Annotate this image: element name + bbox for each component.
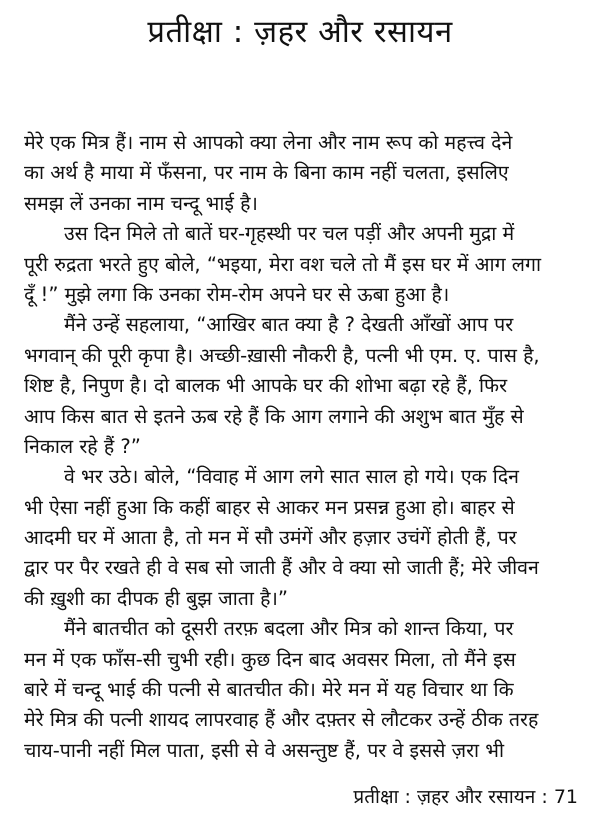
- text-line: दूँ !” मुझे लगा कि उनका रोम-रोम अपने घर से ऊबा हुआ है।: [24, 282, 450, 306]
- text-line: द्वार पर पैर रखते ही वे सब सो जाती हैं और वे क्या सो जाती हैं; मेरे जीवन: [24, 556, 539, 580]
- text-line: उस दिन मिले तो बातें घर-गृहस्थी पर चल पड़ीं और अपनी मुद्रा में: [64, 222, 515, 246]
- text-line: निकाल रहे हैं ?”: [24, 434, 141, 458]
- text-line: भगवान् की पूरी कृपा है। अच्छी-ख़ासी नौकरी है, पत्नी भी एम. ए. पास है,: [24, 343, 540, 367]
- text-line: का अर्थ है माया में फँसना, पर नाम के बिना काम नहीं चलता, इसलिए: [24, 161, 509, 185]
- text-line: मैंने बातचीत को दूसरी तरफ़ बदला और मित्र को शान्त किया, पर: [64, 617, 514, 641]
- text-line: मेरे एक मित्र हैं। नाम से आपको क्या लेना और नाम रूप को महत्त्व देने: [24, 131, 513, 154]
- chapter-title: प्रतीक्षा : ज़हर और रसायन: [147, 14, 453, 50]
- text-line: वे भर उठे। बोले, “विवाह में आग लगे सात साल हो गये। एक दिन: [64, 465, 519, 489]
- text-line: आप किस बात से इतने ऊब रहे हैं कि आग लगाने की अशुभ बात मुँह से: [24, 404, 524, 428]
- text-line: मैंने उन्हें सहलाया, “आखिर बात क्या है ? देखती आँखों आप पर: [64, 313, 514, 337]
- text-line: भी ऐसा नहीं हुआ कि कहीं बाहर से आकर मन प्रसन्न हुआ हो। बाहर से: [24, 495, 515, 519]
- text-line: शिष्ट है, निपुण है। दो बालक भी आपके घर की शोभा बढ़ा रहे हैं, फिर: [24, 374, 508, 398]
- text-line: बारे में चन्दू भाई की पत्नी से बातचीत की। मेरे मन में यह विचार था कि: [24, 678, 514, 702]
- text-line: आदमी घर में आता है, तो मन में सौ उमंगें और हज़ार उचंगें होती हैं, पर: [24, 526, 517, 550]
- text-line: मेरे मित्र की पत्नी शायद लापरवाह हैं और दफ़्तर से लौटकर उन्हें ठीक तरह: [24, 708, 539, 732]
- text-line: चाय-पानी नहीं मिल पाता, इसी से वे असन्तुष्ट हैं, पर वे इससे ज़रा भी: [24, 738, 505, 762]
- text-line: पूरी रुद्रता भरते हुए बोले, “भइया, मेरा वश चले तो मैं इस घर में आग लगा: [24, 252, 542, 276]
- text-line: की ख़ुशी का दीपक ही बुझ जाता है।”: [24, 586, 288, 610]
- text-line: मन में एक फाँस-सी चुभी रही। कुछ दिन बाद अवसर मिला, तो मैंने इस: [24, 647, 516, 671]
- body-text: [24, 128, 580, 766]
- page-footer: प्रतीक्षा : ज़हर और रसायन : 71: [353, 786, 578, 808]
- text-line: समझ लें उनका नाम चन्दू भाई है।: [24, 191, 258, 215]
